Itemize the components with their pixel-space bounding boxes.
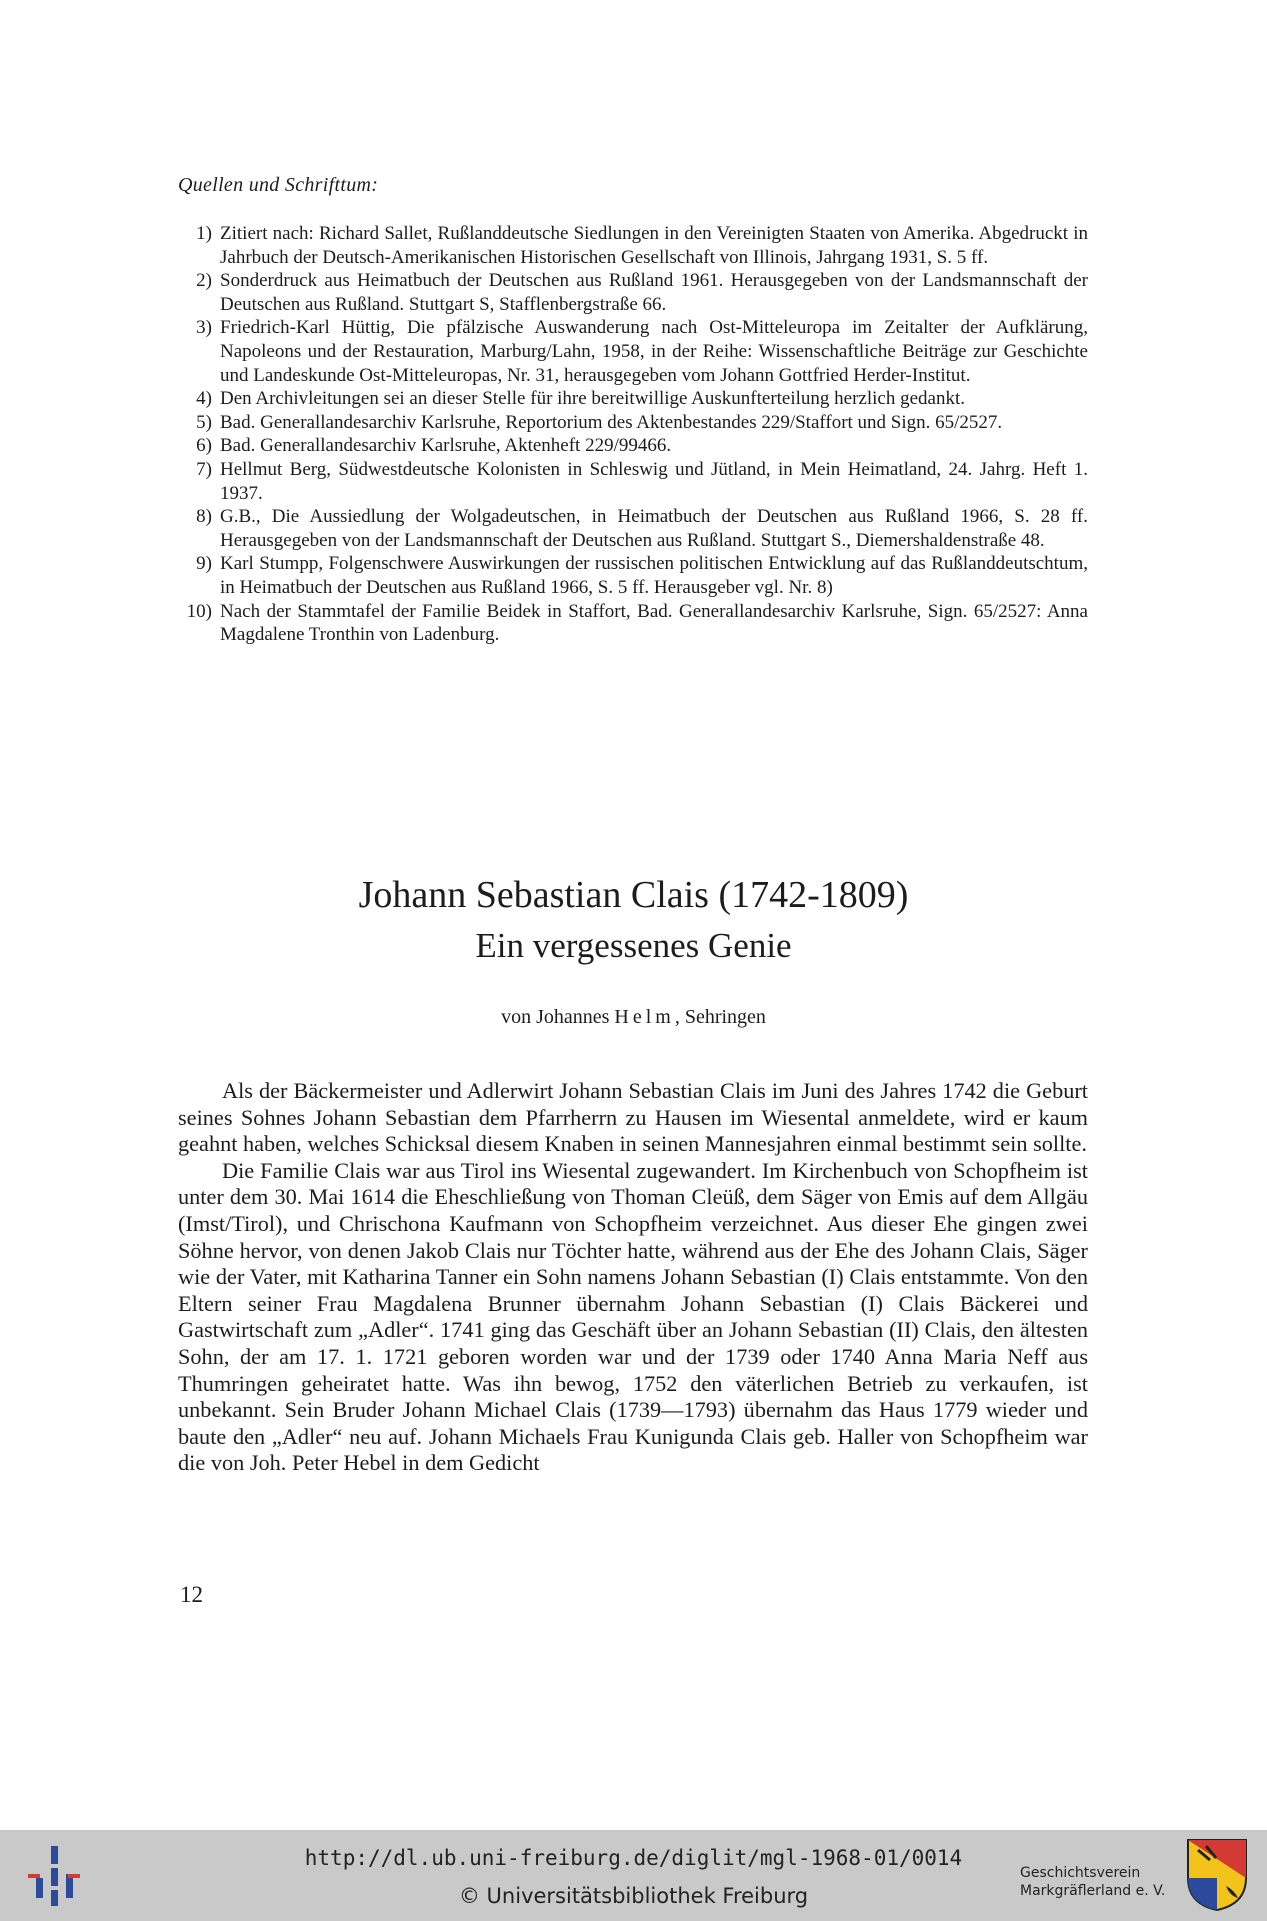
footnote — [176, 316, 1088, 387]
footnote-text: Den Archivleitungen sei an dieser Stelle für ihre bereitwillige Auskunfterteilung herzlich gedankt. — [220, 388, 965, 410]
footnote-number: 2) — [196, 270, 212, 292]
footnote — [176, 552, 1088, 599]
footnote-text: Zitiert nach: Richard Sallet, Rußlanddeutsche Siedlungen in den Vereinigten Staaten von Amerika. Abgedruckt in Jahrbuch der Deutsch-Amerikanischen Historischen Gesellschaft von Illinois, Jahrgang 1931, S. 5 ff. — [220, 223, 1088, 268]
article-body — [178, 1078, 1088, 1477]
footnote-number: 4) — [196, 388, 212, 410]
footer-copyright: © Universitätsbibliothek Freiburg — [458, 1884, 809, 1908]
page-number: 12 — [180, 1582, 203, 1607]
footnote — [176, 222, 1088, 269]
byline-suffix: , Sehringen — [674, 1006, 766, 1028]
body-paragraph: Die Familie Clais war aus Tirol ins Wiesental zugewandert. Im Kirchenbuch von Schopfheim ist unter dem 30. Mai 1614 die Eheschließung von Thoman Cleüß, dem Säger von Emis auf dem Allgäu (Imst/Tirol), und Chrischona Kaufmann von Schopfheim verzeichnet. Aus dieser Ehe gingen zwei Söhne hervor, von denen Jakob Clais nur Töchter hatte, während aus der Ehe des Johann Clais, Säger wie der Vater, mit Katharina Tanner ein Sohn namens Johann Sebastian (I) Clais entstammte. Von den Eltern seiner Frau Magdalena Brunner übernahm Johann Sebastian (I) Clais Bäckerei und Gastwirtschaft zum „Adler“. 1741 ging das Geschäft über an Johann Sebastian (II) Clais, den ältesten Sohn, der am 17. 1. 1721 geboren worden war und der 1739 oder 1740 Anna Maria Neff aus Thumringen geheiratet hatte. Was ihn bewog, 1752 den väterlichen Betrieb zu verkaufen, ist unbekannt. Sein Bruder Johann Michael Clais (1739—1793) übernahm das Haus 1779 wieder und baute den „Adler“ neu auf. Johann Michaels Frau Kunigunda Clais geb. Haller von Schopfheim war die von Joh. Peter Hebel in dem Gedicht — [178, 1157, 1088, 1476]
byline-prefix: von Johannes — [501, 1006, 615, 1028]
footnote-number: 6) — [196, 435, 212, 457]
footnote — [176, 434, 1088, 458]
footnote-number: 7) — [196, 458, 212, 480]
footnote-number: 3) — [196, 317, 212, 339]
author-byline — [0, 1006, 1267, 1029]
footnote-number: 8) — [196, 506, 212, 528]
sources-heading: Quellen und Schrifttum: — [178, 174, 379, 196]
author-name: Helm — [614, 1006, 675, 1028]
footnote-text: Hellmut Berg, Südwestdeutsche Kolonisten in Schleswig und Jütland, in Mein Heimatland, 24. Jahrg. Heft 1. 1937. — [220, 458, 1088, 504]
footnote — [176, 458, 1088, 505]
footnote-text: G.B., Die Aussiedlung der Wolgadeutschen, in Heimatbuch der Deutschen aus Rußland 1966, S. 28 ff. Herausgegeben von der Landsmannschaft der Deutschen aus Rußland. Stuttgart S., Diemershaldenstraße 48. — [220, 506, 1088, 551]
coat-of-arms-icon — [1186, 1838, 1248, 1912]
footnote-number: 9) — [196, 553, 212, 575]
footnote-number: 10) — [186, 600, 212, 622]
footnote — [176, 411, 1088, 435]
society-line-2: Markgräflerland e. V. — [1020, 1883, 1166, 1899]
footnote-text: Bad. Generallandesarchiv Karlsruhe, Aktenheft 229/99466. — [220, 435, 672, 457]
footer-url-link[interactable]: http://dl.ub.uni-freiburg.de/diglit/mgl-1968-01/0014 — [304, 1846, 963, 1870]
footnote-text: Karl Stumpp, Folgenschwere Auswirkungen der russischen politischen Entwicklung auf das Rußlanddeutschtum, in Heimatbuch der Deutschen aus Rußland 1966, S. 5 ff. Herausgeber vgl. Nr. 8) — [220, 553, 1088, 598]
society-line-1: Geschichtsverein — [1020, 1865, 1141, 1881]
society-name — [1020, 1864, 1165, 1900]
footnote-number: 5) — [196, 411, 212, 433]
footnote-number: 1) — [196, 223, 212, 244]
footnote — [176, 600, 1088, 647]
footnote-list — [176, 222, 1088, 647]
footnote-text: Friedrich-Karl Hüttig, Die pfälzische Auswanderung nach Ost-Mitteleuropa im Zeitalter der Aufklärung, Napoleons und der Restauration, Marburg/Lahn, 1958, in der Reihe: Wissenschaftliche Beiträge zur Geschichte und Landeskunde Ost-Mitteleuropas, Nr. 31, herausgegeben vom Johann Gottfried Herder-Institut. — [220, 317, 1088, 386]
article-subtitle: Ein vergessenes Genie — [475, 926, 792, 965]
footer-bar — [0, 1830, 1267, 1921]
footnote-text: Sonderdruck aus Heimatbuch der Deutschen aus Rußland 1961. Herausgegeben von der Landsmannschaft der Deutschen aus Rußland. Stuttgart S, Stafflenbergstraße 66. — [220, 270, 1088, 315]
article-title: Johann Sebastian Clais (1742-1809) — [358, 874, 909, 916]
footnote — [176, 505, 1088, 552]
footnote — [176, 269, 1088, 316]
footnote-text: Nach der Stammtafel der Familie Beidek in Staffort, Bad. Generallandesarchiv Karlsruhe, Sign. 65/2527: Anna Magdalene Tronthin von Ladenburg. — [220, 600, 1088, 646]
footnote — [176, 387, 1088, 411]
footnote-text: Bad. Generallandesarchiv Karlsruhe, Reportorium des Aktenbestandes 229/Staffort und Sign. 65/2527. — [220, 411, 1003, 433]
body-paragraph: Als der Bäckermeister und Adlerwirt Johann Sebastian Clais im Juni des Jahres 1742 die Geburt seines Sohnes Johann Sebastian dem Pfarrherrn zu Hausen im Wiesental anmeldete, wird er kaum geahnt haben, welches Schicksal diesem Knaben in seinen Mannesjahren einmal bestimmt sein sollte. — [178, 1078, 1088, 1157]
